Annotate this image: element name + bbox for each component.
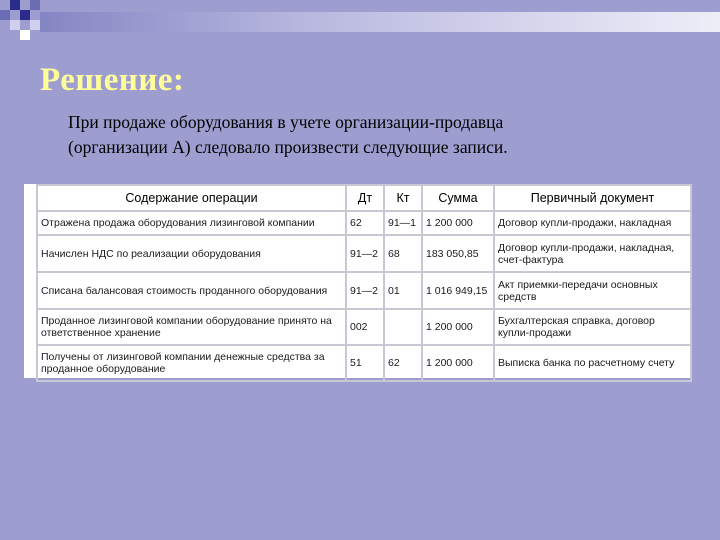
deco-square [20, 10, 30, 20]
panel-edge [24, 184, 34, 378]
table-header-row [37, 185, 691, 211]
cell-credit: 91—1 [384, 211, 422, 235]
entries-table-panel [24, 184, 692, 378]
table-row [37, 235, 691, 272]
cell-operation: Получены от лизинговой компании денежные средства за проданное оборудование [37, 345, 346, 381]
entries-table [36, 184, 692, 382]
cell-amount: 1 016 949,15 [422, 272, 494, 309]
slide-subtitle [68, 110, 688, 160]
deco-gradient-band [40, 12, 720, 32]
deco-square [20, 30, 30, 40]
cell-credit: 62 [384, 345, 422, 381]
cell-credit: 01 [384, 272, 422, 309]
column-header: Первичный документ [494, 185, 691, 211]
table-row [37, 309, 691, 345]
table-row [37, 272, 691, 309]
cell-operation: Отражена продажа оборудования лизинговой компании [37, 211, 346, 235]
table-row [37, 211, 691, 235]
subtitle-line: При продаже оборудования в учете организации-продавца [68, 112, 504, 132]
table-row [37, 345, 691, 381]
cell-document: Выписка банка по расчетному счету [494, 345, 691, 381]
column-header: Сумма [422, 185, 494, 211]
cell-document: Бухгалтерская справка, договор купли-продажи [494, 309, 691, 345]
cell-credit: 68 [384, 235, 422, 272]
deco-square [30, 20, 40, 30]
cell-amount: 183 050,85 [422, 235, 494, 272]
cell-debit: 51 [346, 345, 384, 381]
deco-square [0, 10, 10, 20]
deco-square [10, 0, 20, 10]
cell-debit: 91—2 [346, 272, 384, 309]
cell-amount: 1 200 000 [422, 211, 494, 235]
cell-debit: 91—2 [346, 235, 384, 272]
cell-debit: 002 [346, 309, 384, 345]
subtitle-line: (организации А) следовало произвести следующие записи. [68, 137, 508, 157]
cell-operation: Списана балансовая стоимость проданного оборудования [37, 272, 346, 309]
deco-square [30, 0, 40, 10]
cell-debit: 62 [346, 211, 384, 235]
cell-document: Акт приемки-передачи основных средств [494, 272, 691, 309]
column-header: Содержание операции [37, 185, 346, 211]
deco-square [10, 20, 20, 30]
slide-title: Решение: [40, 62, 185, 98]
cell-operation: Начислен НДС по реализации оборудования [37, 235, 346, 272]
cell-amount: 1 200 000 [422, 345, 494, 381]
cell-document: Договор купли-продажи, накладная [494, 211, 691, 235]
cell-amount: 1 200 000 [422, 309, 494, 345]
decorative-header [0, 0, 720, 40]
cell-credit [384, 309, 422, 345]
cell-operation: Проданное лизинговой компании оборудование принято на ответственное хранение [37, 309, 346, 345]
column-header: Кт [384, 185, 422, 211]
cell-document: Договор купли-продажи, накладная, счет-фактура [494, 235, 691, 272]
column-header: Дт [346, 185, 384, 211]
